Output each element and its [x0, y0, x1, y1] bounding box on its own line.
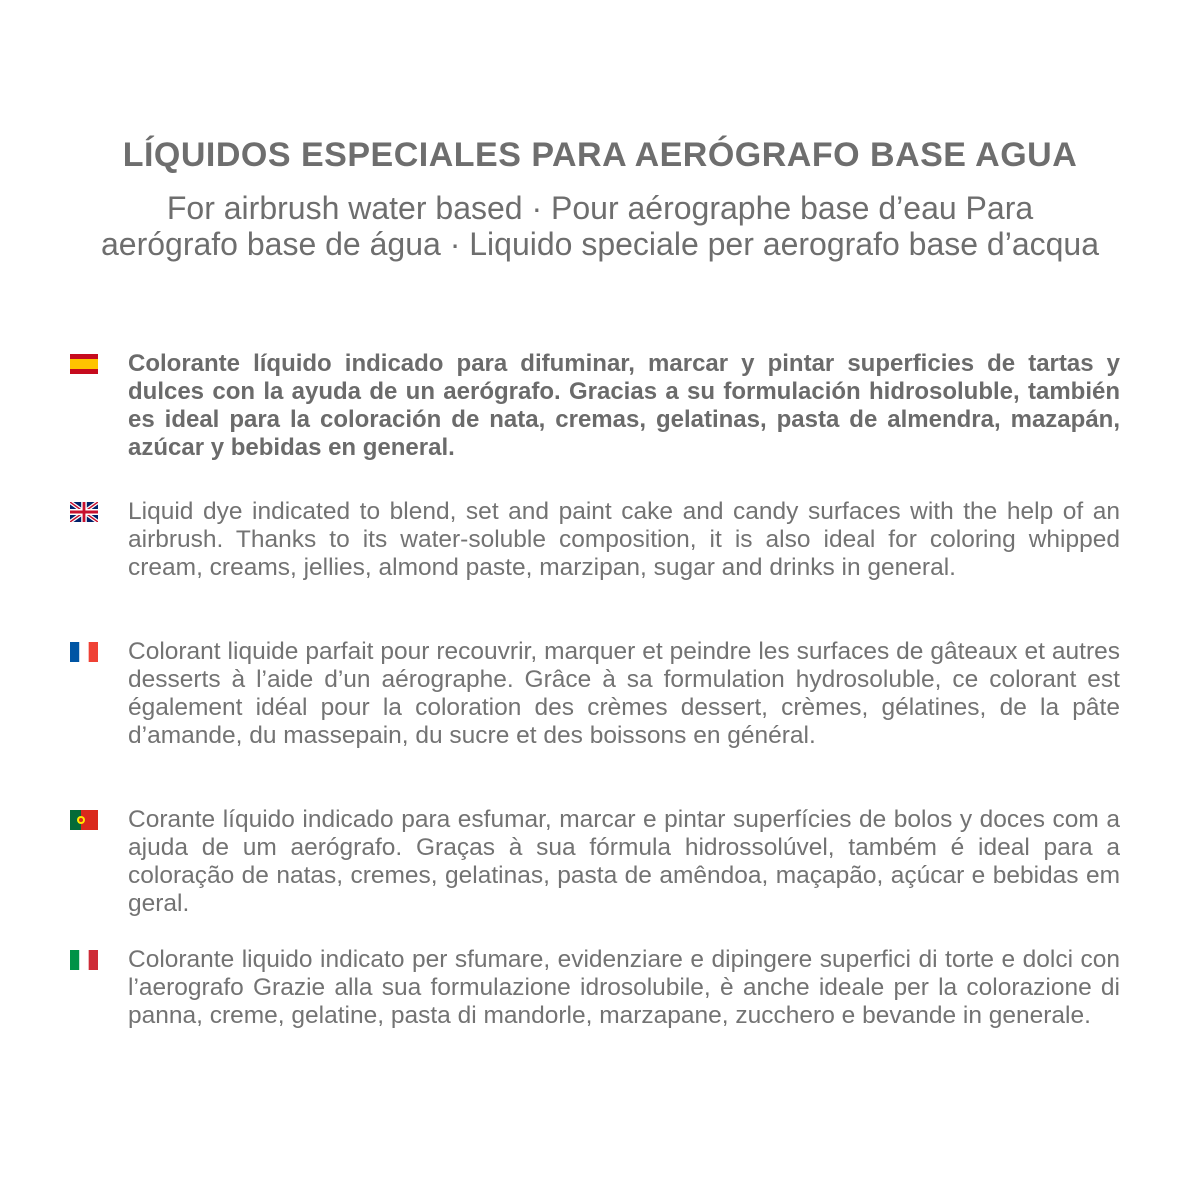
section-text-english: Liquid dye indicated to blend, set and paint cake and candy surfaces with the help of an airbrush. Thanks to its water-soluble composition, it is also ideal for coloring whipped cream, creams, jellies, almond paste, marzipan, sugar and drinks in general. — [128, 498, 1120, 581]
section-text-italian: Colorante liquido indicato per sfumare, evidenziare e dipingere superfici di torte e dolci con l’aerografo Grazie alla sua formulazione idrosolubile, è anche ideale per la colorazione di panna, creme, gelatine, pasta di mandorle, marzapane, zucchero e bevande in generale. — [128, 946, 1120, 1029]
section-text-french: Colorant liquide parfait pour recouvrir, marquer et peindre les surfaces de gâteaux et autres desserts à l’aide d’un aérographe. Grâce à sa formulation hydrosoluble, ce colorant est également idéal pour la coloration des crèmes dessert, crèmes, gélatines, de la pâte d’amande, du massepain, du sucre et des boissons en général. — [128, 638, 1120, 749]
italy-flag-icon — [70, 950, 98, 970]
spain-flag-icon — [70, 354, 98, 374]
uk-flag-icon — [70, 502, 98, 522]
section-text-portuguese: Corante líquido indicado para esfumar, marcar e pintar superfícies de bolos y doces com a ajuda de um aerógrafo. Graças à sua fórmula hidrossolúvel, também é ideal para a coloração de natas, cremes, gelatinas, pasta de amêndoa, maçapão, açúcar e bebidas em geral. — [128, 806, 1120, 917]
france-flag-icon — [70, 642, 98, 662]
portugal-flag-icon — [70, 810, 98, 830]
page-subtitle: For airbrush water based · Pour aérographe base d’eau Para aerógrafo base de água · Liquido speciale per aerografo base d’acqua — [100, 190, 1100, 262]
page-title: LÍQUIDOS ESPECIALES PARA AERÓGRAFO BASE AGUA — [122, 136, 1078, 174]
section-text-spanish: Colorante líquido indicado para difuminar, marcar y pintar superficies de tartas y dulces con la ayuda de un aerógrafo. Gracias a su formulación hidrosoluble, también es ideal para la coloración de nata, cremas, gelatinas, pasta de almendra, mazapán, azúcar y bebidas en general. — [128, 350, 1120, 461]
